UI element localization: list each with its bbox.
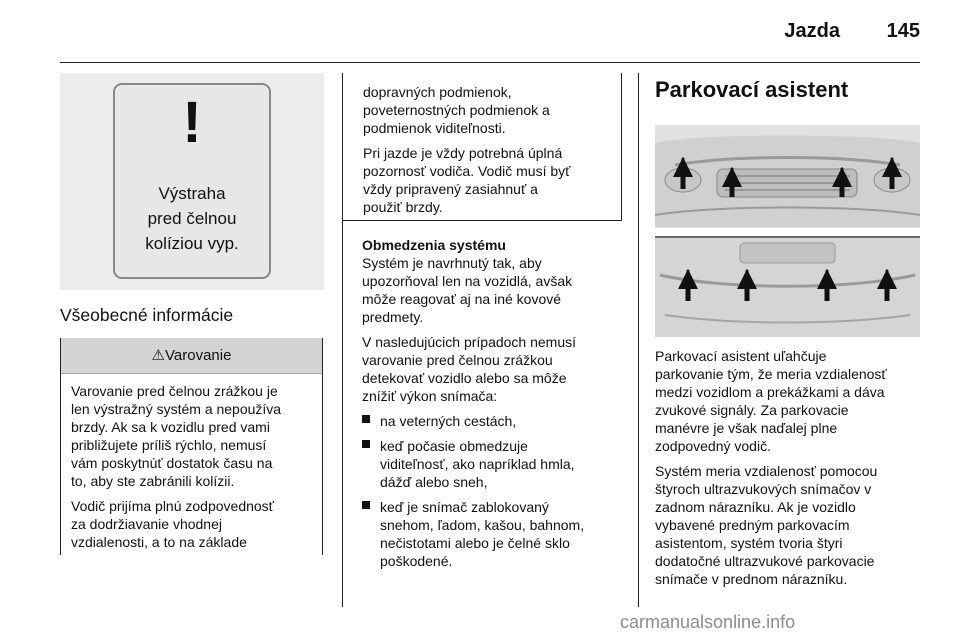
paragraph: [71, 382, 319, 490]
text-line: manévre je však naďalej plne: [655, 420, 838, 436]
text-line: pozornosť vodiča. Vodič musí byť: [363, 163, 571, 179]
text-line: predmety.: [362, 309, 424, 325]
text-line: za dodržiavanie vhodnej: [71, 516, 222, 532]
text-line: na veterných cestách,: [380, 413, 517, 429]
text-line: vybavené predným parkovacím: [655, 517, 850, 533]
text-line: znížiť výkon snímača:: [362, 388, 498, 404]
text-line: snímače v prednom nárazníku.: [655, 571, 848, 587]
text-line: dopravných podmienok,: [363, 84, 512, 100]
text-line: zodpovedný vodič.: [655, 438, 771, 454]
system-limits-section: [362, 236, 620, 577]
page-number: 145: [886, 20, 920, 42]
text-line: Pri jazde je vždy potrebná úplná: [363, 145, 563, 161]
text-line: štyroch ultrazvukových snímačov v: [655, 481, 872, 497]
text-line: V nasledujúcich prípadoch nemusí: [362, 334, 577, 350]
bullet-list: [362, 412, 620, 570]
text-line: Systém meria vzdialenosť pomocou: [655, 463, 878, 479]
text-line: to, aby ste zabránili kolízii.: [71, 473, 235, 489]
header-rule: [60, 62, 920, 63]
running-header-title: Jazda: [784, 20, 840, 42]
rear-bumper-icon: [655, 238, 920, 337]
parking-assist-text: [655, 347, 925, 595]
text-line: viditeľnosť, ako napríklad hmla,: [380, 456, 575, 472]
text-line: nečistotami alebo je čelné sklo: [380, 535, 570, 551]
text-line: medzi vozidlom a prekážkami a dáva: [655, 384, 885, 400]
display-line: pred čelnou: [147, 209, 237, 228]
section-heading: Všeobecné informácie: [60, 305, 234, 325]
list-item: [362, 412, 620, 430]
text-line: Varovanie pred čelnou zrážkou je: [71, 383, 278, 399]
display-illustration: [60, 73, 324, 290]
text-line: Vodič prijíma plnú zodpovednosť: [71, 498, 274, 514]
warning-header: [61, 338, 322, 374]
text-line: brzdy. Ak sa k vozidlu pred vami: [71, 419, 270, 435]
instrument-display: [113, 83, 271, 279]
warning-body: [61, 374, 322, 551]
text-line: poškodené.: [380, 553, 453, 569]
paragraph: [655, 462, 925, 588]
text-line: upozorňoval len na vozidlá, avšak: [362, 273, 573, 289]
list-item: [362, 498, 620, 570]
text-line: dodatočné ultrazvukové parkovacie: [655, 553, 875, 569]
bullet-square-icon: [362, 501, 370, 509]
subheading: Obmedzenia systému: [362, 237, 506, 253]
warning-triangle-icon: ⚠: [151, 347, 165, 364]
text-line: poveternostných podmienok a: [363, 102, 550, 118]
text-line: zadnom nárazníku. Ak je vozidlo: [655, 499, 856, 515]
section-heading-parking: Parkovací asistent: [655, 77, 849, 102]
warning-box: [60, 338, 323, 555]
display-message: [115, 181, 269, 256]
warning-title: Varovanie: [165, 347, 232, 364]
text-line: varovanie pred čelnou zrážkou: [362, 352, 553, 368]
text-line: môže reagovať aj na iné kovové: [362, 291, 562, 307]
text-line: len výstražný systém a nepoužíva: [71, 401, 282, 417]
exclamation-icon: !: [182, 90, 202, 155]
text-line: vždy pripravený zasiahnuť a: [363, 181, 538, 197]
display-line: kolíziou vyp.: [145, 234, 239, 253]
text-line: vám poskytnúť dostatok času na: [71, 455, 273, 471]
text-line: podmienok viditeľnosti.: [363, 120, 506, 136]
text-line: zvukové signály. Za parkovacie: [655, 402, 849, 418]
paragraph: [71, 497, 319, 551]
text-line: približujete príliš rýchlo, nemusí: [71, 437, 267, 453]
text-line: dážď alebo sneh,: [380, 474, 488, 490]
text-line: snehom, ľadom, kašou, bahnom,: [380, 517, 585, 533]
bullet-square-icon: [362, 415, 370, 423]
text-line: parkovanie tým, že meria vzdialenosť: [655, 366, 887, 382]
warning-box-continued: [342, 73, 622, 221]
watermark: carmanualsonline.info: [620, 612, 796, 632]
text-line: vzdialenosti, a to na základe: [71, 534, 247, 550]
paragraph: [363, 144, 615, 216]
text-line: detekovať vozidlo alebo sa môže: [362, 370, 567, 386]
text-line: použiť brzdy.: [363, 199, 443, 215]
front-bumper-icon: [655, 136, 920, 228]
list-item: [362, 437, 620, 491]
bullet-square-icon: [362, 440, 370, 448]
text-line: asistentom, systém tvoria štyri: [655, 535, 843, 551]
display-line: Výstraha: [158, 184, 226, 203]
text-line: Parkovací asistent uľahčuje: [655, 348, 827, 364]
paragraph: [655, 347, 925, 455]
paragraph: [362, 333, 620, 405]
column-divider-right: [638, 73, 639, 607]
paragraph: [362, 236, 620, 326]
text-line: Systém je navrhnutý tak, aby: [362, 255, 542, 271]
text-line: keď počasie obmedzuje: [380, 438, 528, 454]
text-line: keď je snímač zablokovaný: [380, 499, 549, 515]
parking-sensor-illustration: [655, 125, 920, 337]
paragraph: [363, 83, 615, 137]
